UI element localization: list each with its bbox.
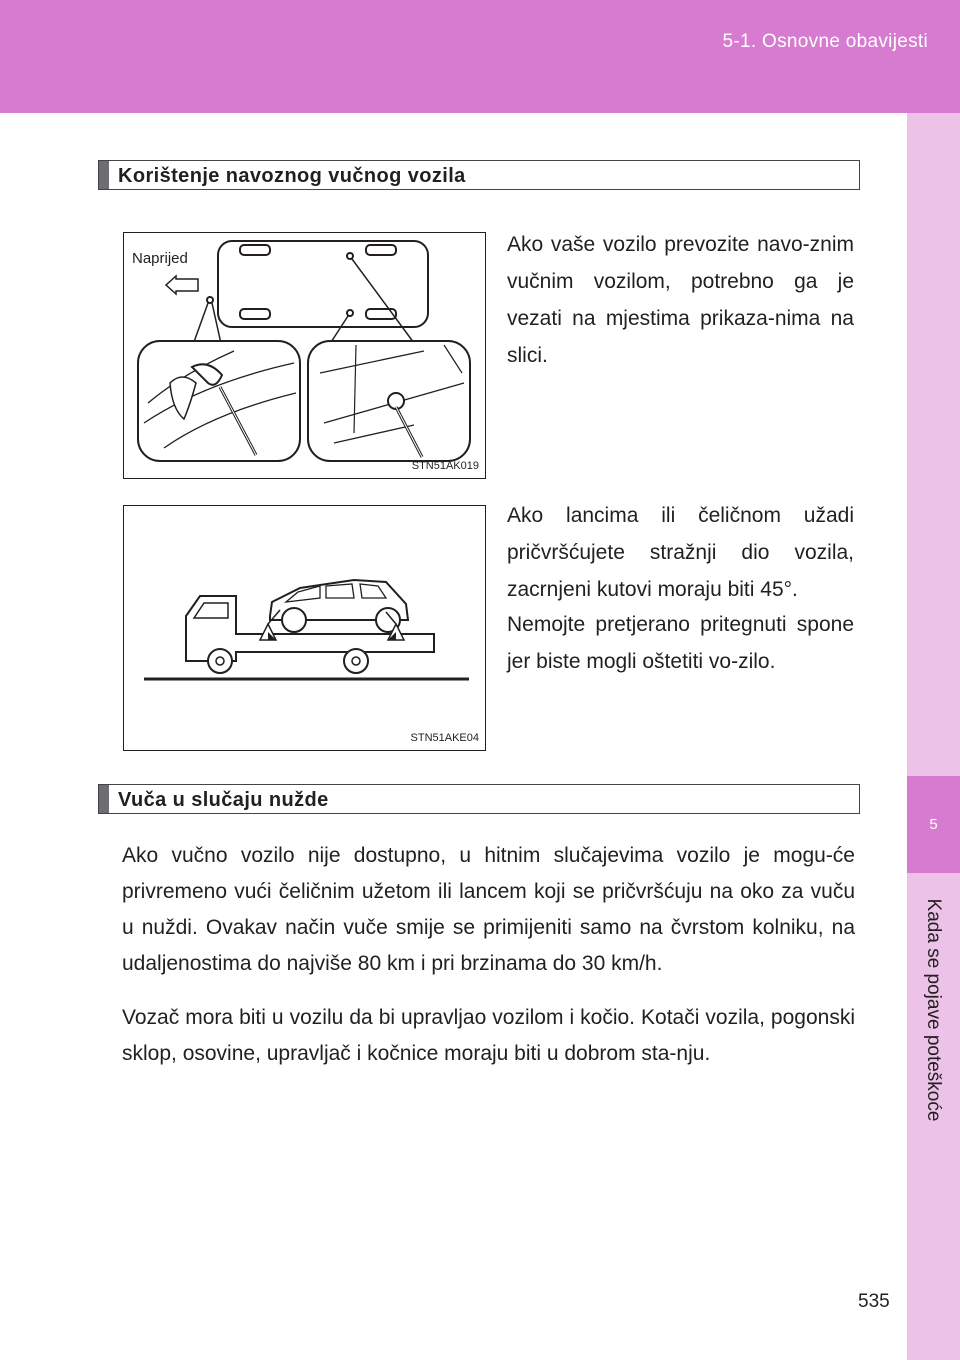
chapter-title: Kada se pojave poteškoće — [923, 898, 944, 1122]
truck-illustration — [124, 506, 487, 752]
tie-down-illustration — [124, 233, 487, 480]
forward-label: Naprijed — [132, 250, 188, 267]
chapter-number: 5 — [907, 776, 960, 873]
figure-code: STN51AK019 — [411, 460, 479, 472]
page-number: 535 — [858, 1291, 890, 1312]
transporter-text-2: Ako lancima ili čeličnom užadi pričvršćujete stražnji dio vozila, zacrnjeni kutovi moraju biti 45°. — [507, 504, 854, 601]
emergency-text-2: Vozač mora biti u vozilu da bi upravljao vozilom i kočio. Kotači vozila, pogonski sklop, osovine, upravljač i kočnice moraju biti u dobrom sta-nju. — [122, 1006, 855, 1065]
section-heading-transporter — [98, 160, 860, 190]
section-heading-emergency — [98, 784, 860, 814]
section-title: 5-1. Osnovne obavijesti — [722, 31, 928, 52]
truck-figure — [123, 505, 486, 751]
tie-down-figure — [123, 232, 486, 479]
transporter-text-3: Nemojte pretjerano pritegnuti spone jer biste mogli oštetiti vo-zilo. — [507, 613, 854, 673]
heading-marker — [99, 161, 109, 189]
section-heading-text: Vuča u slučaju nužde — [118, 789, 329, 811]
side-band — [907, 113, 960, 1360]
figure-code: STN51AKE04 — [410, 732, 479, 744]
section-heading-text: Korištenje navoznog vučnog vozila — [118, 165, 466, 187]
emergency-text-1: Ako vučno vozilo nije dostupno, u hitnim slučajevima vozilo je mogu-će privremeno vući čeličnim užetom ili lancem koji se pričvršćuju na oko za vuču u nuždi. Ovakav način vuče smije se primijeniti samo na čvrstom kolniku, na udaljenostima do najviše 80 km i pri brzinama do 30 km/h. — [122, 844, 855, 975]
header-band — [0, 0, 960, 113]
transporter-text-1: Ako vaše vozilo prevozite navo-znim vučnim vozilom, potrebno ga je vezati na mjestima prikaza-nima na slici. — [507, 233, 854, 367]
heading-marker — [99, 785, 109, 813]
